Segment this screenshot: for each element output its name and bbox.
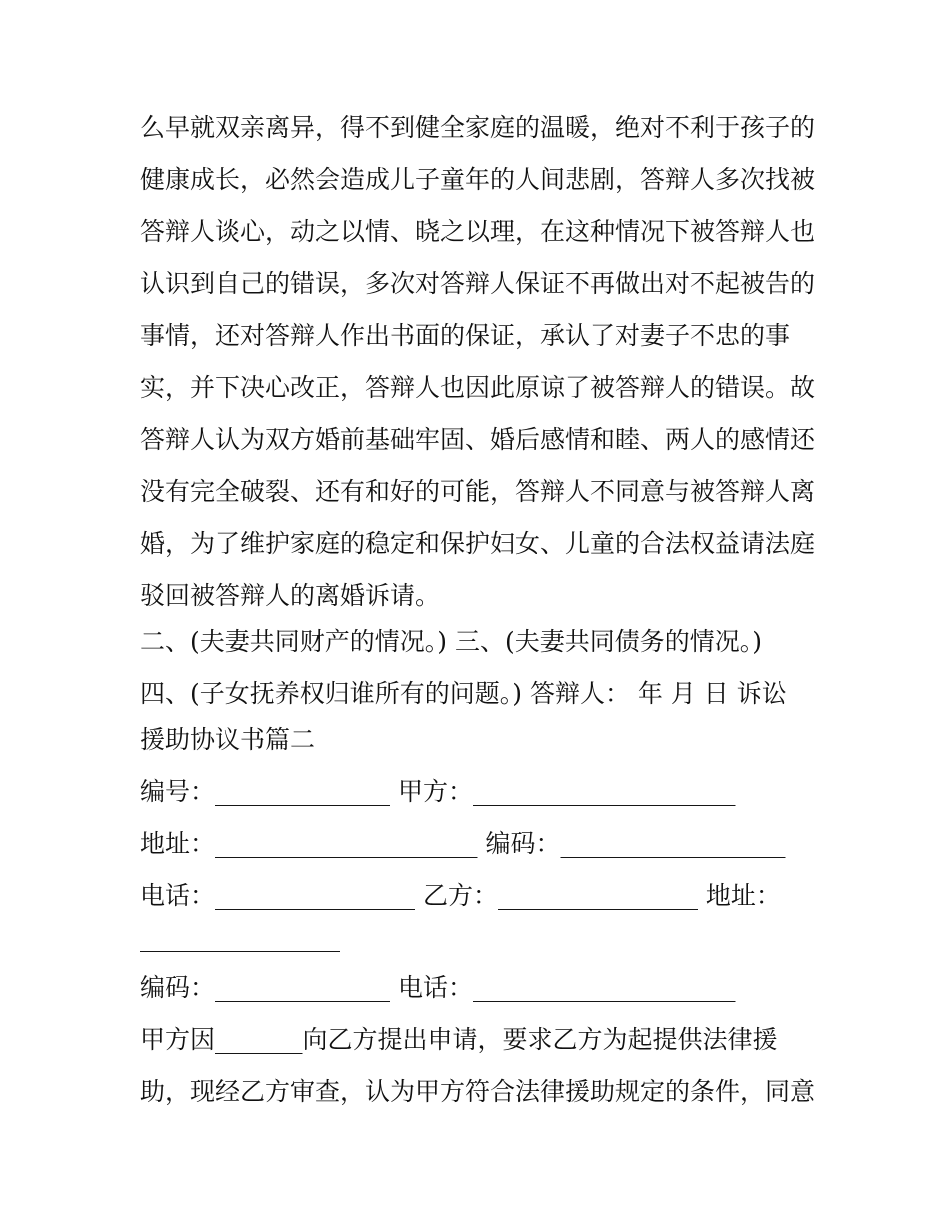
- text-line-2: 健康成长，必然会造成儿子童年的人间悲剧，答辩人多次找被: [140, 165, 816, 194]
- form-line-address-code: 地址：_____________________ 编码：__________________: [140, 829, 786, 858]
- text-line-8: 没有完全破裂、还有和好的可能，答辩人不同意与被答辩人离: [140, 477, 816, 506]
- text-line-12: 四、(子女抚养权归谁所有的问题。) 答辩人： 年 月 日 诉讼: [140, 679, 787, 708]
- text-line-11: 二、(夫妻共同财产的情况。) 三、(夫妻共同债务的情况。): [140, 627, 762, 656]
- text-line-application: 甲方因_______向乙方提出申请，要求乙方为起提供法律援: [140, 1025, 778, 1054]
- text-line-4: 认识到自己的错误，多次对答辩人保证不再做出对不起被告的: [140, 269, 816, 298]
- text-line-10: 驳回被答辩人的离婚诉请。: [140, 581, 441, 610]
- text-line-3: 答辩人谈心，动之以情、晓之以理，在这种情况下被答辩人也: [140, 217, 816, 246]
- form-line-number-party-a: 编号：______________ 甲方：_____________________: [140, 777, 736, 806]
- section-heading: 援助协议书篇二: [140, 725, 316, 754]
- text-line-1: 么早就双亲离异，得不到健全家庭的温暖，绝对不利于孩子的: [140, 113, 816, 142]
- text-line-approval: 助，现经乙方审查，认为甲方符合法律援助规定的条件，同意: [140, 1077, 816, 1106]
- text-line-7: 答辩人认为双方婚前基础牢固、婚后感情和睦、两人的感情还: [140, 425, 816, 454]
- form-line-address-blank: ________________: [140, 923, 340, 952]
- text-line-9: 婚，为了维护家庭的稳定和保护妇女、儿童的合法权益请法庭: [140, 529, 816, 558]
- text-line-5: 事情，还对答辩人作出书面的保证，承认了对妻子不忠的事: [140, 321, 791, 350]
- form-line-phone-party-b: 电话：________________ 乙方：________________ 地址：: [140, 881, 781, 910]
- text-line-6: 实，并下决心改正，答辩人也因此原谅了被答辩人的错误。故: [140, 373, 816, 402]
- form-line-code-phone: 编码：______________ 电话：_____________________: [140, 973, 736, 1002]
